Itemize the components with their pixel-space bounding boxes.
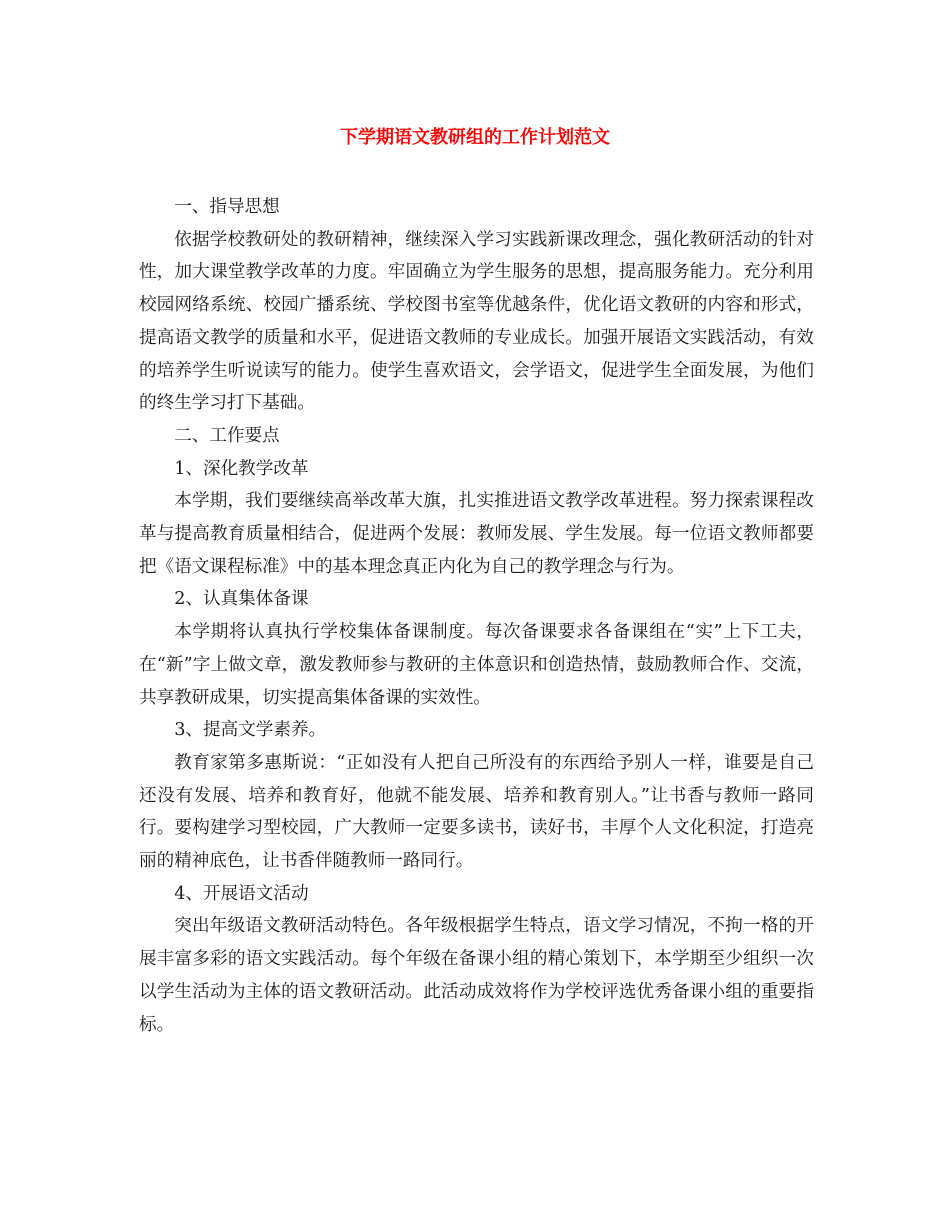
subheading-collective-lesson-prep: 2、认真集体备课 bbox=[174, 589, 309, 610]
section-heading-work-points: 二、工作要点 bbox=[174, 425, 280, 446]
subheading-chinese-activities: 4、开展语文活动 bbox=[174, 883, 309, 904]
document-body bbox=[139, 191, 814, 1041]
paragraph-guiding-ideology: 依据学校教研处的教研精神，继续深入学习实践新课改理念，强化教研活动的针对性，加大课堂教学改革的力度。牢固确立为学生服务的思想，提高服务能力。充分利用校园网络系统、校园广播系统、学校图书室等优越条件，优化语文教研的内容和形式，提高语文教学的质量和水平，促进语文教师的专业成长。加强开展语文实践活动，有效的培养学生听说读写的能力。使学生喜欢语文，会学语文，促进学生全面发展，为他们的终生学习打下基础。 bbox=[139, 229, 814, 414]
paragraph-collective-lesson-prep: 本学期将认真执行学校集体备课制度。每次备课要求各备课组在“实”上下工夫，在“新”字上做文章，激发教师参与教研的主体意识和创造热情，鼓励教师合作、交流，共享教研成果，切实提高集体备课的实效性。 bbox=[139, 622, 814, 708]
section-heading-guiding-ideology: 一、指导思想 bbox=[174, 197, 280, 217]
paragraph-chinese-activities: 突出年级语文教研活动特色。各年级根据学生特点，语文学习情况，不拘一格的开展丰富多彩的语文实践活动。每个年级在备课小组的精心策划下，本学期至少组织一次以学生活动为主体的语文教研活动。此活动成效将作为学校评选优秀备课小组的重要指标。 bbox=[139, 916, 814, 1035]
subheading-deepen-reform: 1、深化教学改革 bbox=[174, 458, 309, 479]
subheading-literary-literacy: 3、提高文学素养。 bbox=[174, 720, 327, 741]
paragraph-literary-literacy: 教育家第多惠斯说：“正如没有人把自己所没有的东西给予别人一样，谁要是自己还没有发展、培养和教育好，他就不能发展、培养和教育别人。”让书香与教师一路同行。要构建学习型校园，广大教师一定要多读书，读好书，丰厚个人文化积淀，打造亮丽的精神底色，让书香伴随教师一路同行。 bbox=[139, 752, 814, 872]
document-title: 下学期语文教研组的工作计划范文 bbox=[340, 127, 610, 148]
paragraph-deepen-reform: 本学期，我们要继续高举改革大旗，扎实推进语文教学改革进程。努力探索课程改革与提高教育质量相结合，促进两个发展：教师发展、学生发展。每一位语文教师都要把《语文课程标准》中的基本理念真正内化为自己的教学理念与行为。 bbox=[139, 491, 814, 577]
